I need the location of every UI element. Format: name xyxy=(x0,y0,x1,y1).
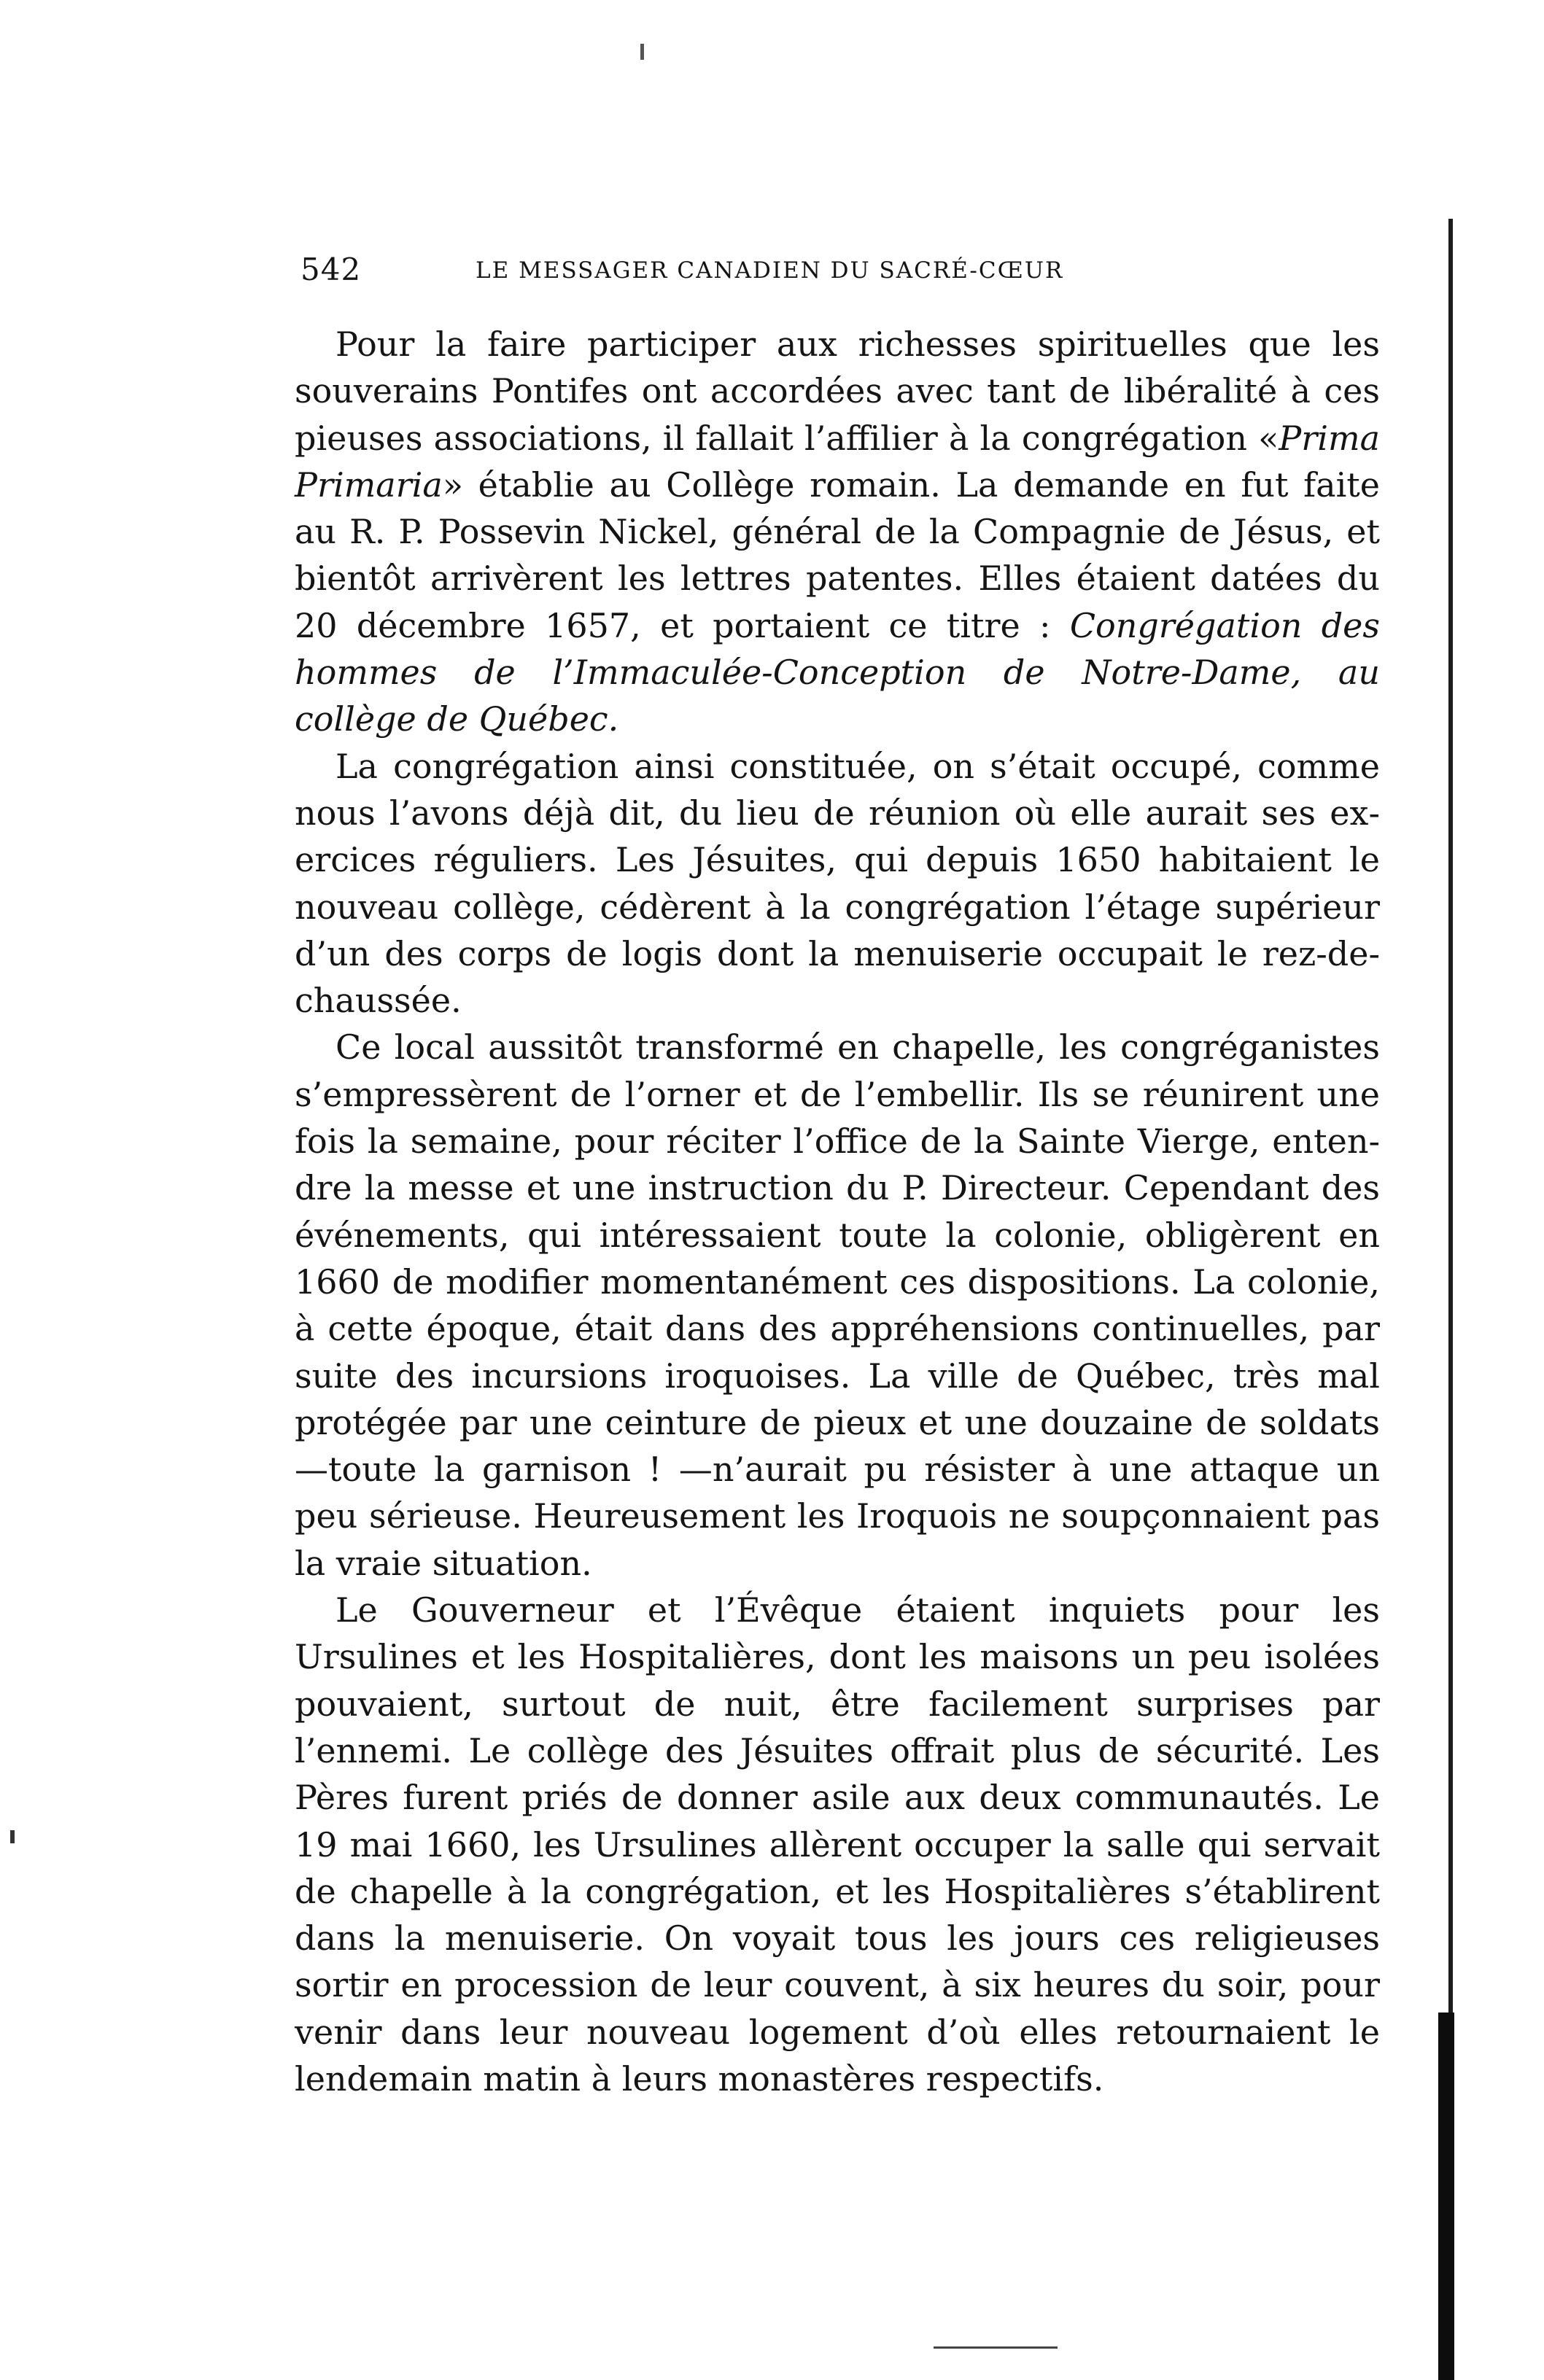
paragraph-text: Pour la faire participer aux richesses spirituelles que les souverains Pontifes ont accordées avec tant de libéralité à ces pieuses associations, il fallait l’affilier à la congrégation « xyxy=(295,324,1380,458)
italic-text: Congrégation des hommes de l’Immaculée-Conception de Notre-Dame, au collège de Québec. xyxy=(295,605,1380,739)
paragraph xyxy=(295,1024,1380,1587)
running-header xyxy=(300,252,1438,295)
body-text xyxy=(295,321,1380,2102)
scan-artifact-line xyxy=(934,2346,1058,2349)
paragraph xyxy=(295,743,1380,1024)
paragraph xyxy=(295,321,1380,743)
scan-speck xyxy=(10,1830,15,1843)
page-binding-shadow xyxy=(1438,2012,1454,2380)
paragraph-text: Ce local aussitôt transformé en chapelle, les congréganistes s’empressèrent de l’orner et de l’embellir. Ils se réunirent une fois la semaine, pour réciter l’office de la Sainte Vierge, entendre la messe et une instruction du P. Directeur. Cependant des événements, qui intéressaient toute la colonie, obligèrent en 1660 de modifier momentanément ces dispositions. La colonie, à cette époque, était dans des appréhensions continuelles, par suite des incursions iroquoises. La ville de Québec, très mal protégée par une ceinture de pieux et une douzaine de soldats—toute la garnison ! —n’aurait pu résister à une attaque un peu sérieuse. Heureusement les Iroquois ne soupçonnaient pas la vraie situation. xyxy=(295,1027,1380,1583)
paragraph-text: La congrégation ainsi constituée, on s’était occupé, comme nous l’avons déjà dit, du lieu de réunion où elle aurait ses exercices réguliers. Les Jésuites, qui depuis 1650 habitaient le nouveau collège, cédèrent à la congrégation l’étage supérieur d’un des corps de logis dont la menuiserie occupait le rez-de-chaussée. xyxy=(295,746,1380,1021)
italic-text: Prima Primaria xyxy=(295,418,1380,505)
paragraph xyxy=(295,1587,1380,2102)
paragraph-text: » établie au Collège romain. La demande en fut faite au R. P. Possevin Nickel, général de la Compagnie de Jésus, et bientôt arrivèrent les lettres patentes. Elles étaient datées du 20 décembre 1657, et portaient ce titre : xyxy=(295,464,1380,645)
paragraph-text: Le Gouverneur et l’Évêque étaient inquiets pour les Ursulines et les Hospitalières, dont les maisons un peu isolées pouvaient, surtout de nuit, être facilement surprises par l’ennemi. Le collège des Jésuites offrait plus de sécurité. Les Pères furent priés de donner asile aux deux communautés. Le 19 mai 1660, les Ursulines allèrent occuper la salle qui servait de chapelle à la congrégation, et les Hospitalières s’établirent dans la menuiserie. On voyait tous les jours ces religieuses sortir en procession de leur couvent, à six heures du soir, pour venir dans leur nouveau logement d’où elles retournaient le lendemain matin à leurs monastères respectifs. xyxy=(295,1590,1380,2099)
scan-speck xyxy=(640,44,644,60)
running-title: LE MESSAGER CANADIEN DU SACRÉ-CŒUR xyxy=(476,257,1064,284)
page-number: 542 xyxy=(300,252,362,287)
